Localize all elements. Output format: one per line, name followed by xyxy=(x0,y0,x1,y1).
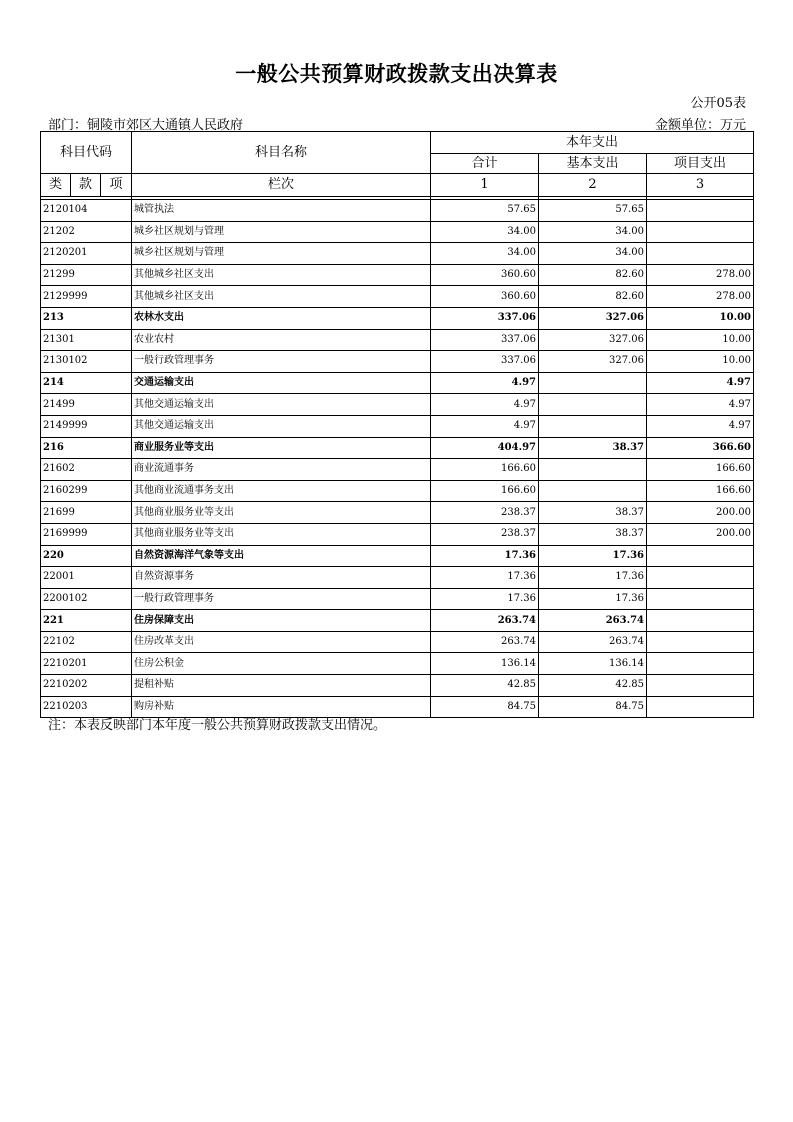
row-code: 220 xyxy=(41,545,132,567)
header-column-order: 栏次 xyxy=(132,174,431,197)
header-name: 科目名称 xyxy=(132,132,431,174)
row-basic: 84.75 xyxy=(539,696,647,718)
row-project: 366.60 xyxy=(647,437,754,459)
row-name: 其他商业流通事务支出 xyxy=(132,480,431,502)
row-project: 4.97 xyxy=(647,394,754,416)
row-code: 2200102 xyxy=(41,588,132,610)
table-row xyxy=(41,502,754,524)
row-basic xyxy=(539,372,647,394)
row-code: 2210203 xyxy=(41,696,132,718)
row-total: 17.36 xyxy=(431,545,539,567)
row-project xyxy=(647,545,754,567)
row-code: 2169999 xyxy=(41,523,132,545)
row-basic: 38.37 xyxy=(539,437,647,459)
footnote: 注：本表反映部门本年度一般公共预算财政拨款支出情况。 xyxy=(48,718,387,733)
row-basic: 263.74 xyxy=(539,631,647,653)
row-name: 其他商业服务业等支出 xyxy=(132,502,431,524)
row-total: 34.00 xyxy=(431,243,539,265)
header-xiang: 项 xyxy=(101,174,132,197)
row-total: 263.74 xyxy=(431,610,539,632)
row-name: 提租补贴 xyxy=(132,675,431,697)
row-basic: 82.60 xyxy=(539,286,647,308)
table-row xyxy=(41,567,754,589)
row-code: 21299 xyxy=(41,264,132,286)
table-row xyxy=(41,459,754,481)
row-project: 278.00 xyxy=(647,286,754,308)
row-name: 其他商业服务业等支出 xyxy=(132,523,431,545)
row-total: 42.85 xyxy=(431,675,539,697)
table-row xyxy=(41,200,754,222)
row-total: 57.65 xyxy=(431,200,539,222)
row-project xyxy=(647,631,754,653)
expenditure-table xyxy=(40,131,754,718)
row-name: 城乡社区规划与管理 xyxy=(132,243,431,265)
row-basic: 42.85 xyxy=(539,675,647,697)
table-row xyxy=(41,545,754,567)
row-project xyxy=(647,221,754,243)
row-basic: 17.36 xyxy=(539,545,647,567)
row-project xyxy=(647,653,754,675)
page-title: 一般公共预算财政拨款支出决算表 xyxy=(235,62,558,86)
table-row xyxy=(41,372,754,394)
row-project xyxy=(647,588,754,610)
row-basic: 34.00 xyxy=(539,243,647,265)
table-row xyxy=(41,221,754,243)
row-basic xyxy=(539,459,647,481)
row-total: 17.36 xyxy=(431,588,539,610)
row-basic xyxy=(539,394,647,416)
header-basic: 基本支出 xyxy=(539,154,647,174)
row-code: 221 xyxy=(41,610,132,632)
row-basic: 38.37 xyxy=(539,523,647,545)
table-row xyxy=(41,329,754,351)
row-code: 216 xyxy=(41,437,132,459)
table-row xyxy=(41,415,754,437)
header-col1: 1 xyxy=(431,174,539,197)
row-name: 自然资源事务 xyxy=(132,567,431,589)
row-basic: 82.60 xyxy=(539,264,647,286)
row-code: 214 xyxy=(41,372,132,394)
row-name: 住房保障支出 xyxy=(132,610,431,632)
row-code: 2129999 xyxy=(41,286,132,308)
row-name: 商业服务业等支出 xyxy=(132,437,431,459)
row-total: 17.36 xyxy=(431,567,539,589)
row-code: 21202 xyxy=(41,221,132,243)
row-total: 263.74 xyxy=(431,631,539,653)
row-name: 自然资源海洋气象等支出 xyxy=(132,545,431,567)
row-code: 22102 xyxy=(41,631,132,653)
table-row xyxy=(41,243,754,265)
table-row xyxy=(41,631,754,653)
header-code: 科目代码 xyxy=(41,132,132,174)
row-name: 农林水支出 xyxy=(132,307,431,329)
row-name: 城乡社区规划与管理 xyxy=(132,221,431,243)
row-name: 其他城乡社区支出 xyxy=(132,286,431,308)
row-project: 10.00 xyxy=(647,307,754,329)
row-project xyxy=(647,696,754,718)
header-project: 项目支出 xyxy=(647,154,754,174)
row-basic: 57.65 xyxy=(539,200,647,222)
row-name: 其他交通运输支出 xyxy=(132,394,431,416)
row-project: 200.00 xyxy=(647,523,754,545)
header-current-year: 本年支出 xyxy=(431,132,754,154)
row-code: 2210202 xyxy=(41,675,132,697)
row-name: 住房改革支出 xyxy=(132,631,431,653)
row-name: 住房公积金 xyxy=(132,653,431,675)
row-total: 337.06 xyxy=(431,329,539,351)
row-total: 166.60 xyxy=(431,480,539,502)
header-total: 合计 xyxy=(431,154,539,174)
row-basic xyxy=(539,415,647,437)
header-kuan: 款 xyxy=(71,174,101,197)
header-col3: 3 xyxy=(647,174,754,197)
row-name: 一般行政管理事务 xyxy=(132,588,431,610)
row-project: 200.00 xyxy=(647,502,754,524)
row-total: 34.00 xyxy=(431,221,539,243)
row-basic: 38.37 xyxy=(539,502,647,524)
table-row xyxy=(41,610,754,632)
form-number: 公开05表 xyxy=(690,96,746,111)
row-total: 84.75 xyxy=(431,696,539,718)
table-row xyxy=(41,437,754,459)
row-project xyxy=(647,200,754,222)
row-name: 城管执法 xyxy=(132,200,431,222)
row-total: 337.06 xyxy=(431,307,539,329)
row-total: 360.60 xyxy=(431,264,539,286)
row-code: 2130102 xyxy=(41,351,132,373)
row-basic: 327.06 xyxy=(539,351,647,373)
table-row xyxy=(41,588,754,610)
row-code: 21602 xyxy=(41,459,132,481)
row-basic: 327.06 xyxy=(539,307,647,329)
table-row xyxy=(41,653,754,675)
row-name: 其他交通运输支出 xyxy=(132,415,431,437)
department-label: 部门：铜陵市郊区大通镇人民政府 xyxy=(48,118,244,133)
row-basic: 327.06 xyxy=(539,329,647,351)
header-col2: 2 xyxy=(539,174,647,197)
row-total: 136.14 xyxy=(431,653,539,675)
header-lei: 类 xyxy=(41,174,71,197)
row-total: 4.97 xyxy=(431,372,539,394)
row-project: 166.60 xyxy=(647,459,754,481)
row-code: 21301 xyxy=(41,329,132,351)
row-total: 360.60 xyxy=(431,286,539,308)
row-basic: 263.74 xyxy=(539,610,647,632)
row-name: 交通运输支出 xyxy=(132,372,431,394)
row-total: 4.97 xyxy=(431,415,539,437)
table-row xyxy=(41,307,754,329)
row-project: 166.60 xyxy=(647,480,754,502)
table-row xyxy=(41,351,754,373)
row-code: 2120104 xyxy=(41,200,132,222)
row-project xyxy=(647,610,754,632)
table-row xyxy=(41,675,754,697)
row-name: 购房补贴 xyxy=(132,696,431,718)
row-project: 10.00 xyxy=(647,329,754,351)
row-project: 10.00 xyxy=(647,351,754,373)
row-name: 一般行政管理事务 xyxy=(132,351,431,373)
table-row xyxy=(41,286,754,308)
row-code: 213 xyxy=(41,307,132,329)
row-basic: 17.36 xyxy=(539,588,647,610)
row-total: 238.37 xyxy=(431,502,539,524)
row-project xyxy=(647,243,754,265)
row-project: 4.97 xyxy=(647,415,754,437)
row-total: 166.60 xyxy=(431,459,539,481)
row-total: 404.97 xyxy=(431,437,539,459)
row-name: 其他城乡社区支出 xyxy=(132,264,431,286)
row-project: 4.97 xyxy=(647,372,754,394)
row-code: 21499 xyxy=(41,394,132,416)
row-name: 农业农村 xyxy=(132,329,431,351)
row-project xyxy=(647,567,754,589)
table-row xyxy=(41,523,754,545)
row-total: 238.37 xyxy=(431,523,539,545)
row-basic: 17.36 xyxy=(539,567,647,589)
table-body xyxy=(41,200,754,718)
row-basic: 34.00 xyxy=(539,221,647,243)
table-row xyxy=(41,394,754,416)
row-basic xyxy=(539,480,647,502)
row-project: 278.00 xyxy=(647,264,754,286)
row-name: 商业流通事务 xyxy=(132,459,431,481)
row-code: 2149999 xyxy=(41,415,132,437)
table-row xyxy=(41,480,754,502)
row-code: 21699 xyxy=(41,502,132,524)
row-code: 22001 xyxy=(41,567,132,589)
row-code: 2120201 xyxy=(41,243,132,265)
row-code: 2160299 xyxy=(41,480,132,502)
row-project xyxy=(647,675,754,697)
row-total: 4.97 xyxy=(431,394,539,416)
row-total: 337.06 xyxy=(431,351,539,373)
amount-unit-label: 金额单位：万元 xyxy=(654,118,746,133)
table-row xyxy=(41,264,754,286)
row-code: 2210201 xyxy=(41,653,132,675)
row-basic: 136.14 xyxy=(539,653,647,675)
